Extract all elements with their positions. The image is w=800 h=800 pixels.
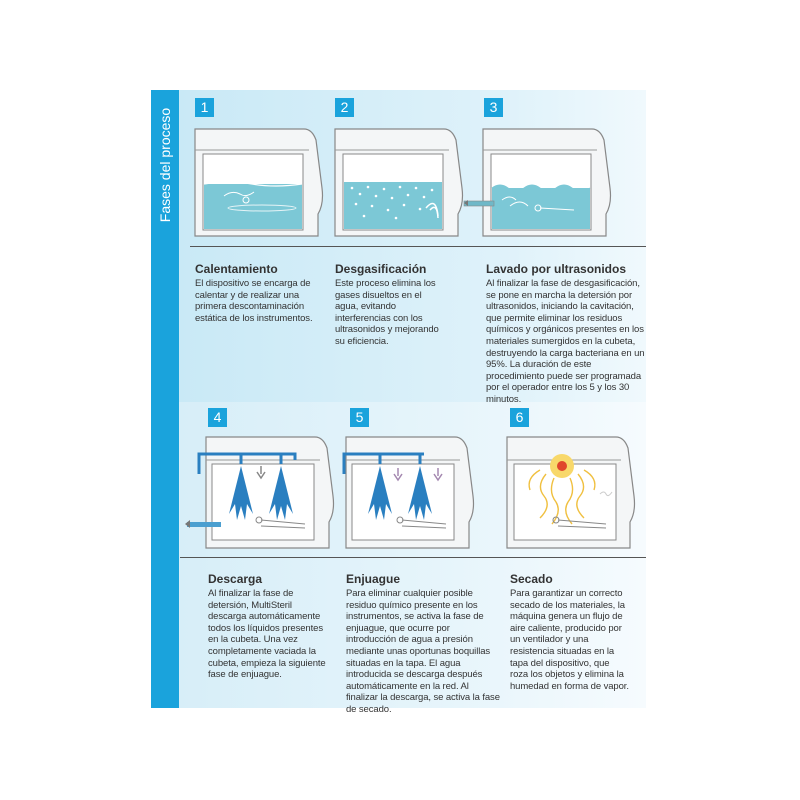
- ultrasonic-tank-illustration: [462, 126, 612, 236]
- step-2-number: 2: [335, 98, 354, 117]
- drying-tank-illustration: [506, 434, 646, 550]
- step-6-text: Para garantizar un correcto secado de los materiales, la máquina genera un flujo de aire caliente, producido por un ventilador y una resistencia situadas en la tapa del dispositivo, que roza los objetos y elimina la humedad en forma de vapor.: [510, 588, 629, 692]
- step-6-number: 6: [510, 408, 529, 427]
- step-3-title: Lavado por ultrasonidos: [486, 262, 627, 276]
- divider-top: [190, 246, 646, 247]
- step-3-text: Al finalizar la fase de desgasificación, se pone en marcha la detersión por ultrasonidos, iniciando la cavitación, que permite eliminar los residuos químicos y orgánicos presentes en los materiales sumergidos en la cubeta, destruyendo la carga bacteriana en un 95%. La duración de este procedimiento puede ser programada por el operador entre los 5 y los 30 minutos.: [486, 278, 645, 405]
- step-1-text: El dispositivo se encarga de calentar y de realizar una primera descontaminación estática de los instrumentos.: [195, 278, 313, 324]
- sidebar-title: Fases del proceso: [157, 107, 173, 223]
- step-5-text: Para eliminar cualquier posible residuo químico presente en los instrumentos, se activa la fase de enjuague, que ocurre por introducción de agua a presión mediante unas oportunas boquillas situadas en la tapa. El agua introducida se descarga después automáticamente en la red. Al finalizar la descarga, se activa la fase de secado.: [346, 588, 500, 715]
- step-4-number: 4: [208, 408, 227, 427]
- step-4-text: Al finalizar la fase de detersión, MultiSteril descarga automáticamente todos los líquidos presentes en la cubeta. Una vez completamente vaciada la cubeta, empieza la siguiente fase de enjuague.: [208, 588, 326, 681]
- discharge-tank-illustration: [185, 434, 335, 550]
- rinse-tank-illustration: [340, 434, 490, 550]
- step-4-title: Descarga: [208, 572, 263, 586]
- step-1-number: 1: [195, 98, 214, 117]
- step-3-number: 3: [484, 98, 503, 117]
- step-6-title: Secado: [510, 572, 553, 586]
- degassing-tank-illustration: [334, 126, 469, 236]
- step-2-title: Desgasificación: [335, 262, 427, 276]
- divider-bottom: [180, 557, 646, 558]
- step-2-text: Este proceso elimina los gases disueltos en el agua, evitando interferencias con los ultrasonidos y mejorando su eficiencia.: [335, 278, 439, 347]
- step-5-number: 5: [350, 408, 369, 427]
- heating-tank-illustration: [194, 126, 329, 236]
- step-5-title: Enjuague: [346, 572, 401, 586]
- step-1-title: Calentamiento: [195, 262, 278, 276]
